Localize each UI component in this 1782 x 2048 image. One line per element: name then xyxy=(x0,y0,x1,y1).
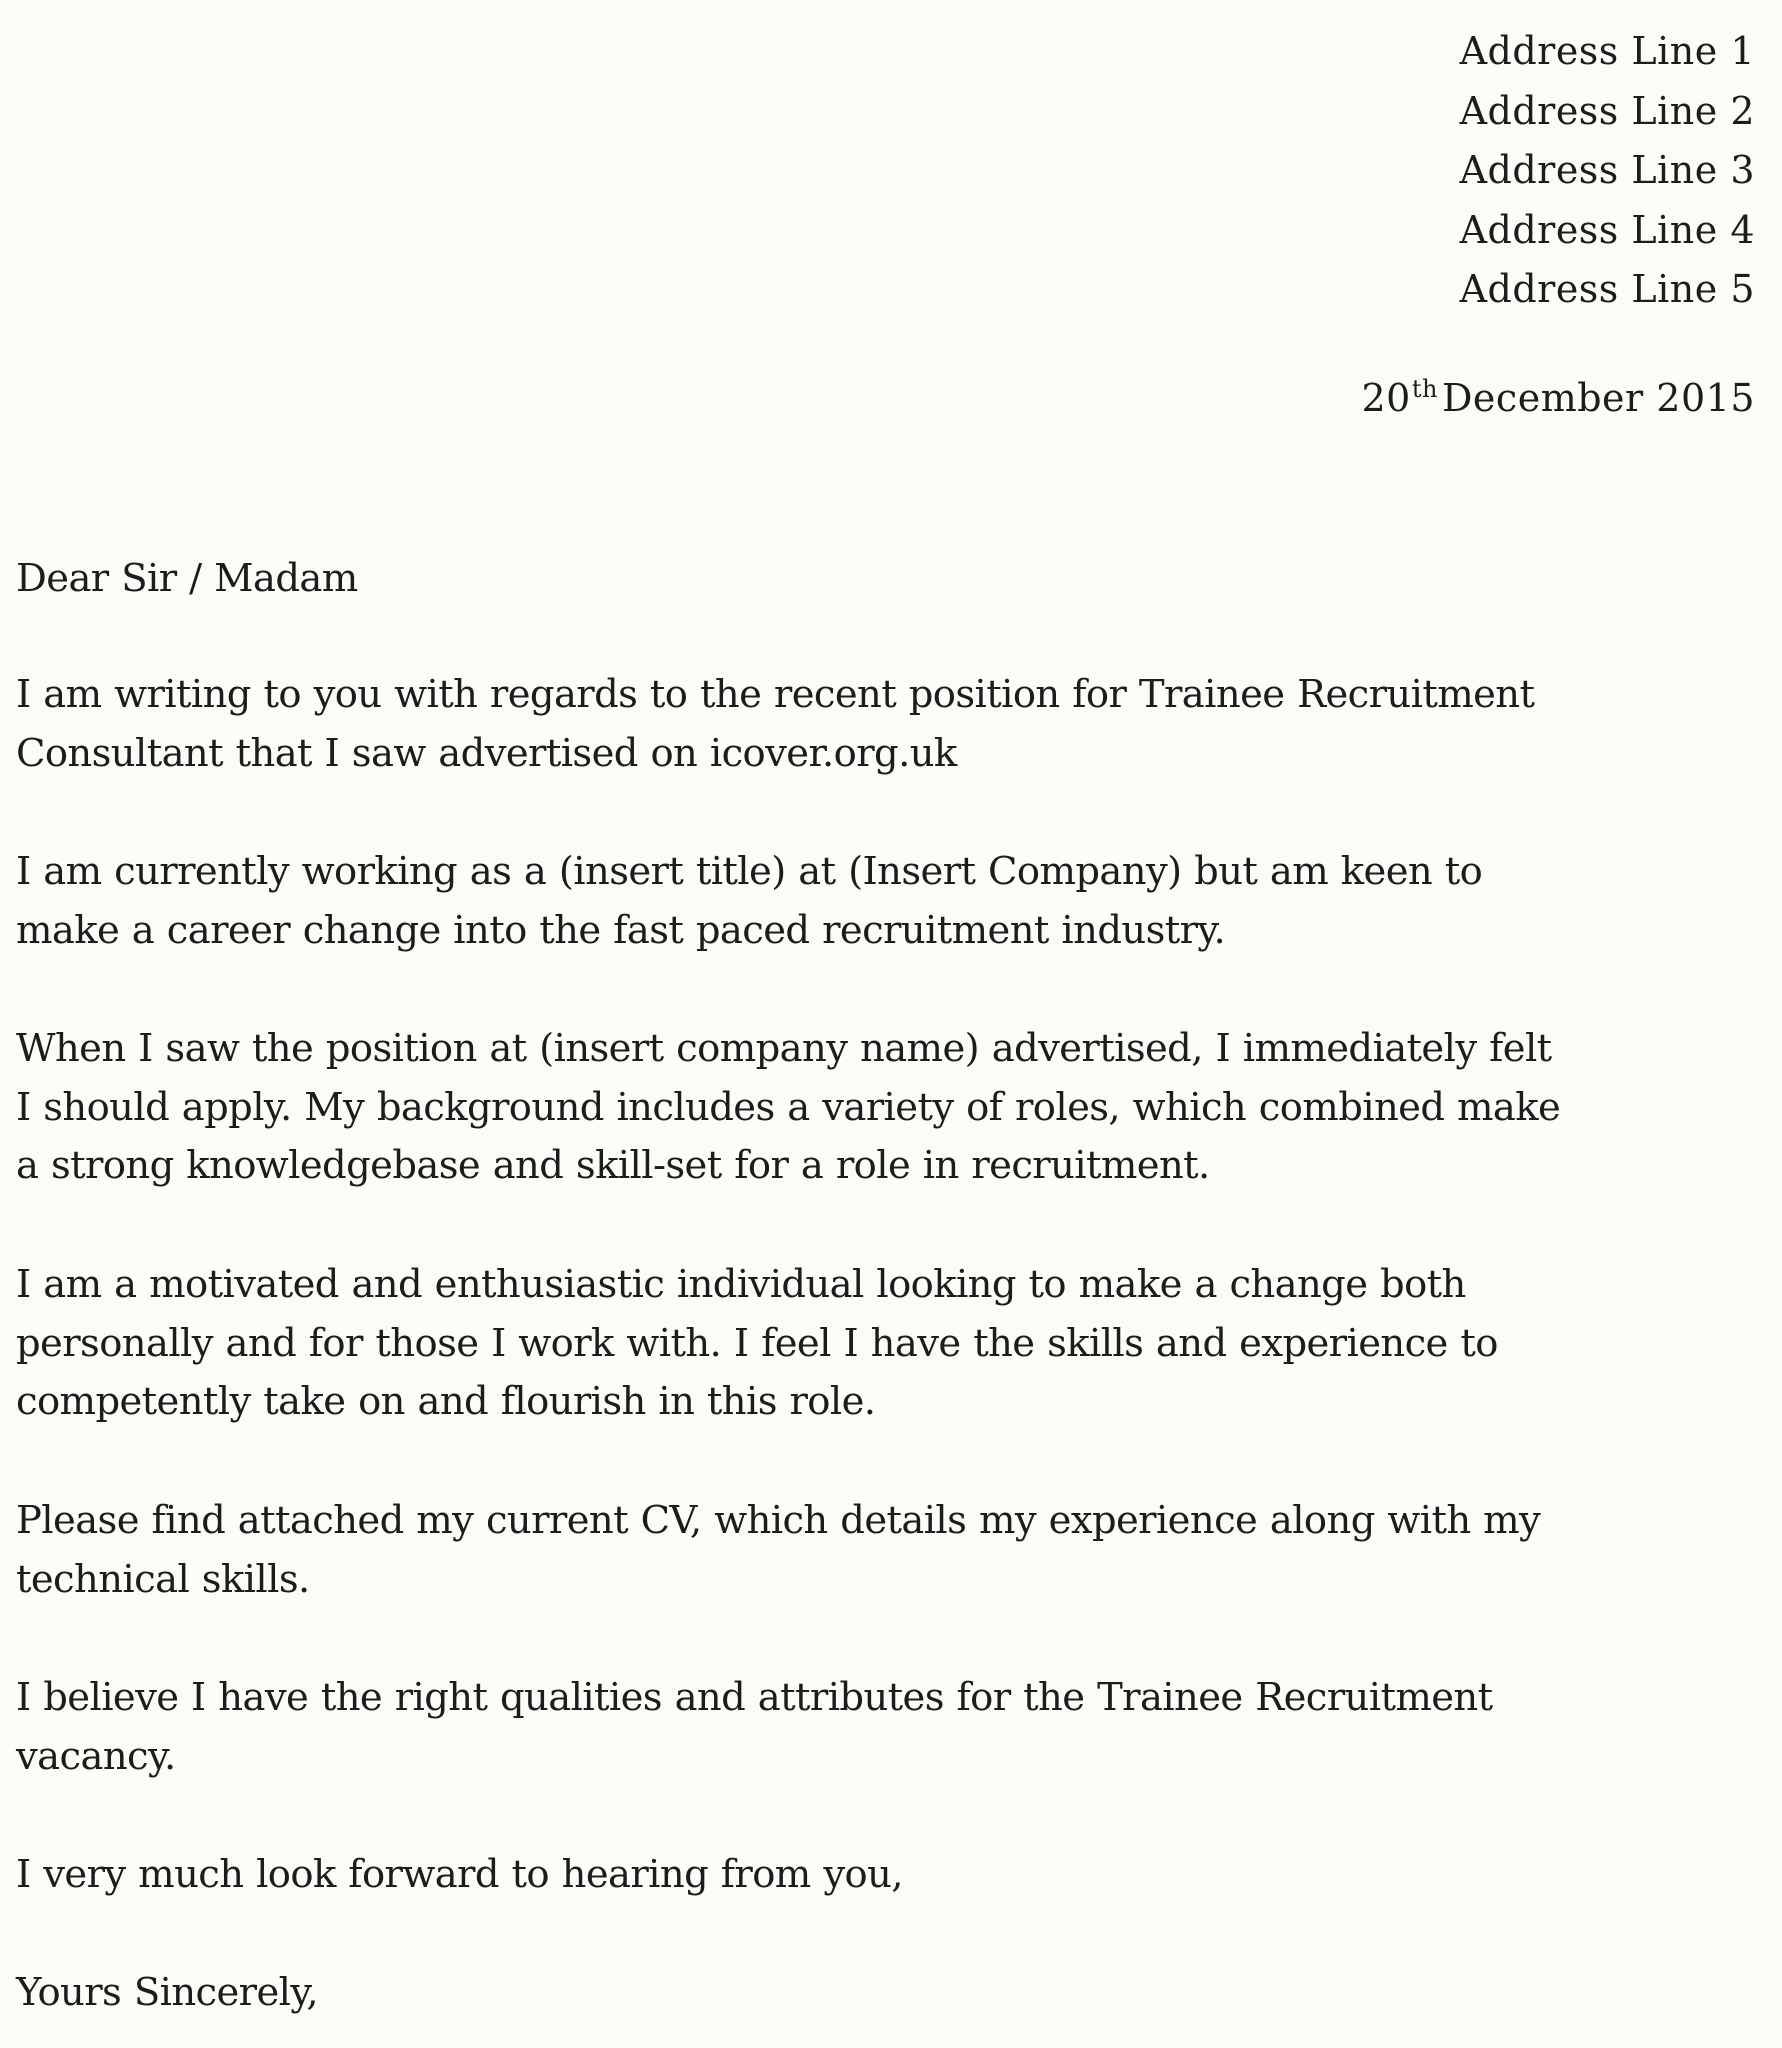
paragraph-line: make a career change into the fast paced recruitment industry. xyxy=(16,907,1226,953)
paragraph-line: technical skills. xyxy=(16,1556,310,1602)
paragraph-line: I should apply. My background includes a variety of roles, which combined make xyxy=(16,1084,1561,1130)
address-line-2: Address Line 2 xyxy=(1459,88,1755,133)
paragraph-line: competently take on and flourish in this role. xyxy=(16,1379,876,1424)
paragraph-line: personally and for those I work with. I feel I have the skills and experience to xyxy=(16,1320,1498,1366)
paragraph-line: When I saw the position at (insert company name) advertised, I immediately felt xyxy=(16,1026,1552,1071)
paragraph-line: I am currently working as a (insert title) at (Insert Company) but am keen to xyxy=(16,849,1483,894)
paragraph-background xyxy=(16,1020,1776,1196)
paragraph-line: Consultant that I saw advertised on icover.org.uk xyxy=(16,730,957,776)
sender-address-block xyxy=(1460,22,1755,320)
date-month-year: December 2015 xyxy=(1441,376,1755,420)
address-line-4: Address Line 4 xyxy=(1459,207,1755,252)
paragraph-look-forward xyxy=(16,1846,1776,1905)
paragraph-cv-attached xyxy=(16,1492,1776,1609)
paragraph-qualities xyxy=(16,1669,1776,1786)
address-line-3: Address Line 3 xyxy=(1459,148,1755,192)
paragraph-motivation xyxy=(16,1256,1776,1432)
paragraph-intro xyxy=(16,666,1776,783)
paragraph-line: Please find attached my current CV, which details my experience along with my xyxy=(16,1498,1541,1543)
paragraph-current-role xyxy=(16,843,1776,960)
salutation-text: Dear Sir / Madam xyxy=(16,556,358,601)
address-line-1: Address Line 1 xyxy=(1459,29,1755,73)
paragraph-line: a strong knowledgebase and skill-set for a role in recruitment. xyxy=(16,1143,1210,1188)
address-line-5: Address Line 5 xyxy=(1459,267,1755,311)
letter-date xyxy=(1362,370,1756,431)
closing-text: Yours Sincerely, xyxy=(16,1970,319,2015)
paragraph-line: I am a motivated and enthusiastic individual looking to make a change both xyxy=(16,1262,1466,1307)
paragraph-line: I am writing to you with regards to the recent position for Trainee Recruitment xyxy=(16,672,1535,717)
paragraph-line: vacancy. xyxy=(16,1733,176,1779)
salutation xyxy=(16,550,1776,609)
paragraph-line: I believe I have the right qualities and attributes for the Trainee Recruitment xyxy=(16,1675,1493,1720)
paragraph-line: I very much look forward to hearing from you, xyxy=(16,1852,903,1897)
date-day: 20 xyxy=(1361,376,1411,420)
date-ordinal-suffix: th xyxy=(1411,375,1438,403)
closing xyxy=(16,1964,1776,2023)
